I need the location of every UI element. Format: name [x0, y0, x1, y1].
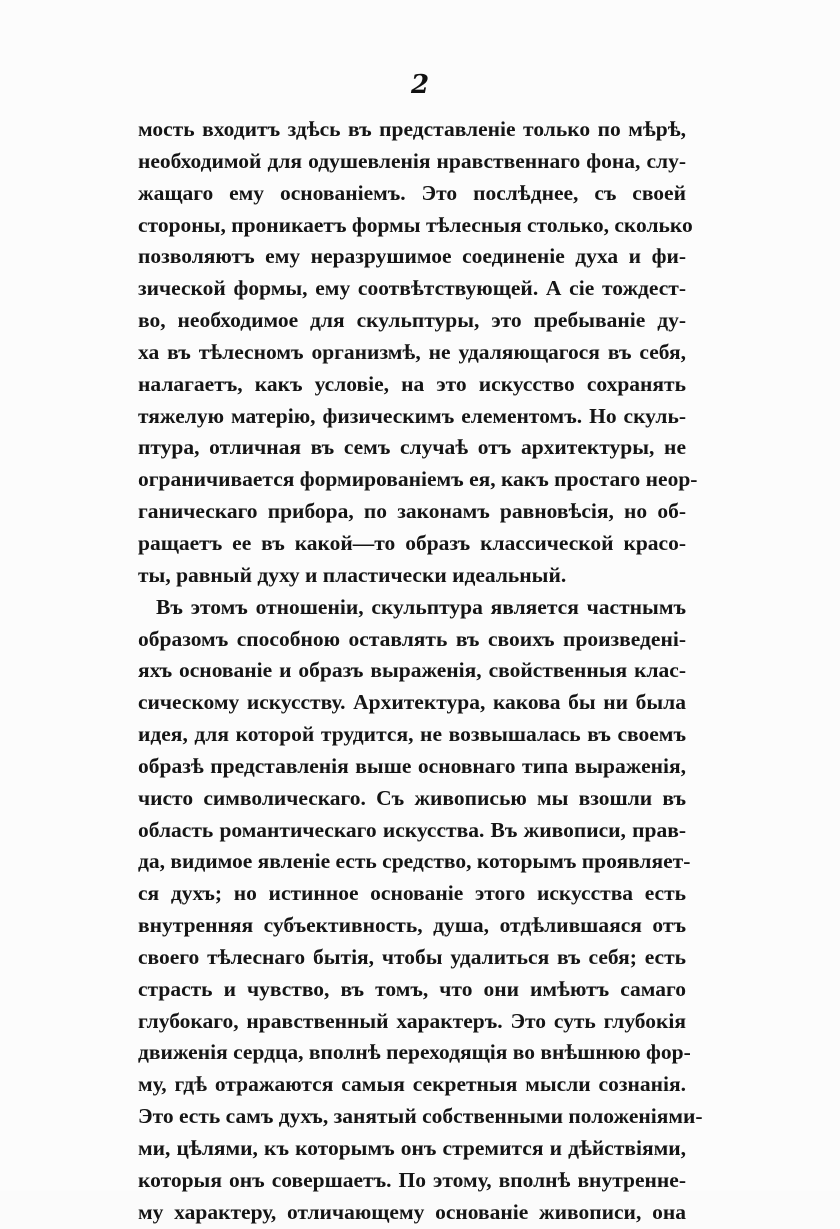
text-line: налагаетъ, какъ условіе, на это искусство сохранять: [138, 371, 686, 396]
text-line: ты, равный духу и пластически идеальный.: [138, 562, 567, 587]
text-line: ха въ тѣлесномъ организмѣ, не удаляющагося въ себя,: [138, 339, 686, 364]
text-line: ганическаго прибора, по законамъ равновѣсія, но об-: [138, 499, 686, 524]
text-line: птура, отличная въ семъ случаѣ отъ архитектуры, не: [138, 435, 686, 460]
text-line: необходимой для одушевленія нравственнаго фона, слу-: [138, 148, 686, 173]
text-line: своего тѣлеснаго бытія, чтобы удалиться въ себя; есть: [138, 944, 686, 969]
body-text: [138, 114, 703, 1229]
text-line: зической формы, ему соотвѣтствующей. А сіе тождест-: [138, 276, 686, 301]
text-line: во, необходимое для скульптуры, это пребываніе ду-: [138, 308, 686, 333]
text-line: позволяютъ ему неразрушимое соединеніе духа и фи-: [138, 244, 686, 269]
text-line: движенія сердца, вполнѣ переходящія во внѣшнюю фор-: [138, 1040, 691, 1065]
text-line: Это есть самъ духъ, занятый собственными положеніями-: [138, 1104, 703, 1129]
text-line: область романтическаго искусства. Въ живописи, прав-: [138, 817, 686, 842]
text-line: жащаго ему основаніемъ. Это послѣднее, съ своей: [138, 180, 686, 205]
text-line: тяжелую матерію, физическимъ елементомъ. Но скуль-: [138, 403, 686, 428]
text-line: Въ этомъ отношеніи, скульптура является частнымъ: [156, 594, 686, 619]
text-line: яхъ основаніе и образъ выраженія, свойственныя клас-: [138, 658, 686, 683]
text-line: му, гдѣ отражаются самыя секретныя мысли сознанія.: [138, 1072, 686, 1097]
text-line: сическому искусству. Архитектура, какова бы ни была: [138, 690, 686, 715]
text-line: образомъ способною оставлять въ своихъ произведені-: [138, 626, 686, 651]
text-line: ми, цѣлями, къ которымъ онъ стремится и дѣйствіями,: [138, 1136, 686, 1160]
text-line: стороны, проникаетъ формы тѣлесныя столько, сколько: [138, 212, 693, 237]
text-line: которыя онъ совершаетъ. По этому, вполнѣ внутренне-: [138, 1167, 686, 1192]
text-line: образѣ представленія выше основнаго типа выраженія,: [138, 753, 686, 778]
text-line: му характеру, отличающему основаніе живописи, она: [138, 1199, 686, 1224]
text-line: ся духъ; но истинное основаніе этого искусства есть: [138, 881, 686, 906]
text-line: мость входитъ здѣсь въ представленіе только по мѣрѣ,: [138, 117, 686, 141]
text-line: да, видимое явленіе есть средство, которымъ проявляет-: [138, 849, 691, 874]
text-line: глубокаго, нравственный характеръ. Это суть глубокія: [138, 1008, 686, 1033]
text-line: ращаетъ ее въ какой—то образъ классической красо-: [138, 530, 686, 555]
text-line: идея, для которой трудится, не возвышалась въ своемъ: [138, 722, 686, 747]
text-line: страсть и чувство, въ томъ, что они имѣютъ самаго: [138, 976, 686, 1001]
page-number: 2: [410, 70, 430, 100]
text-line: чисто символическаго. Съ живописью мы взошли въ: [138, 785, 686, 810]
text-line: ограничивается формированіемъ ея, какъ простаго неор-: [138, 467, 698, 492]
text-line: внутренняя субъективность, душа, отдѣлившаяся отъ: [138, 913, 686, 938]
